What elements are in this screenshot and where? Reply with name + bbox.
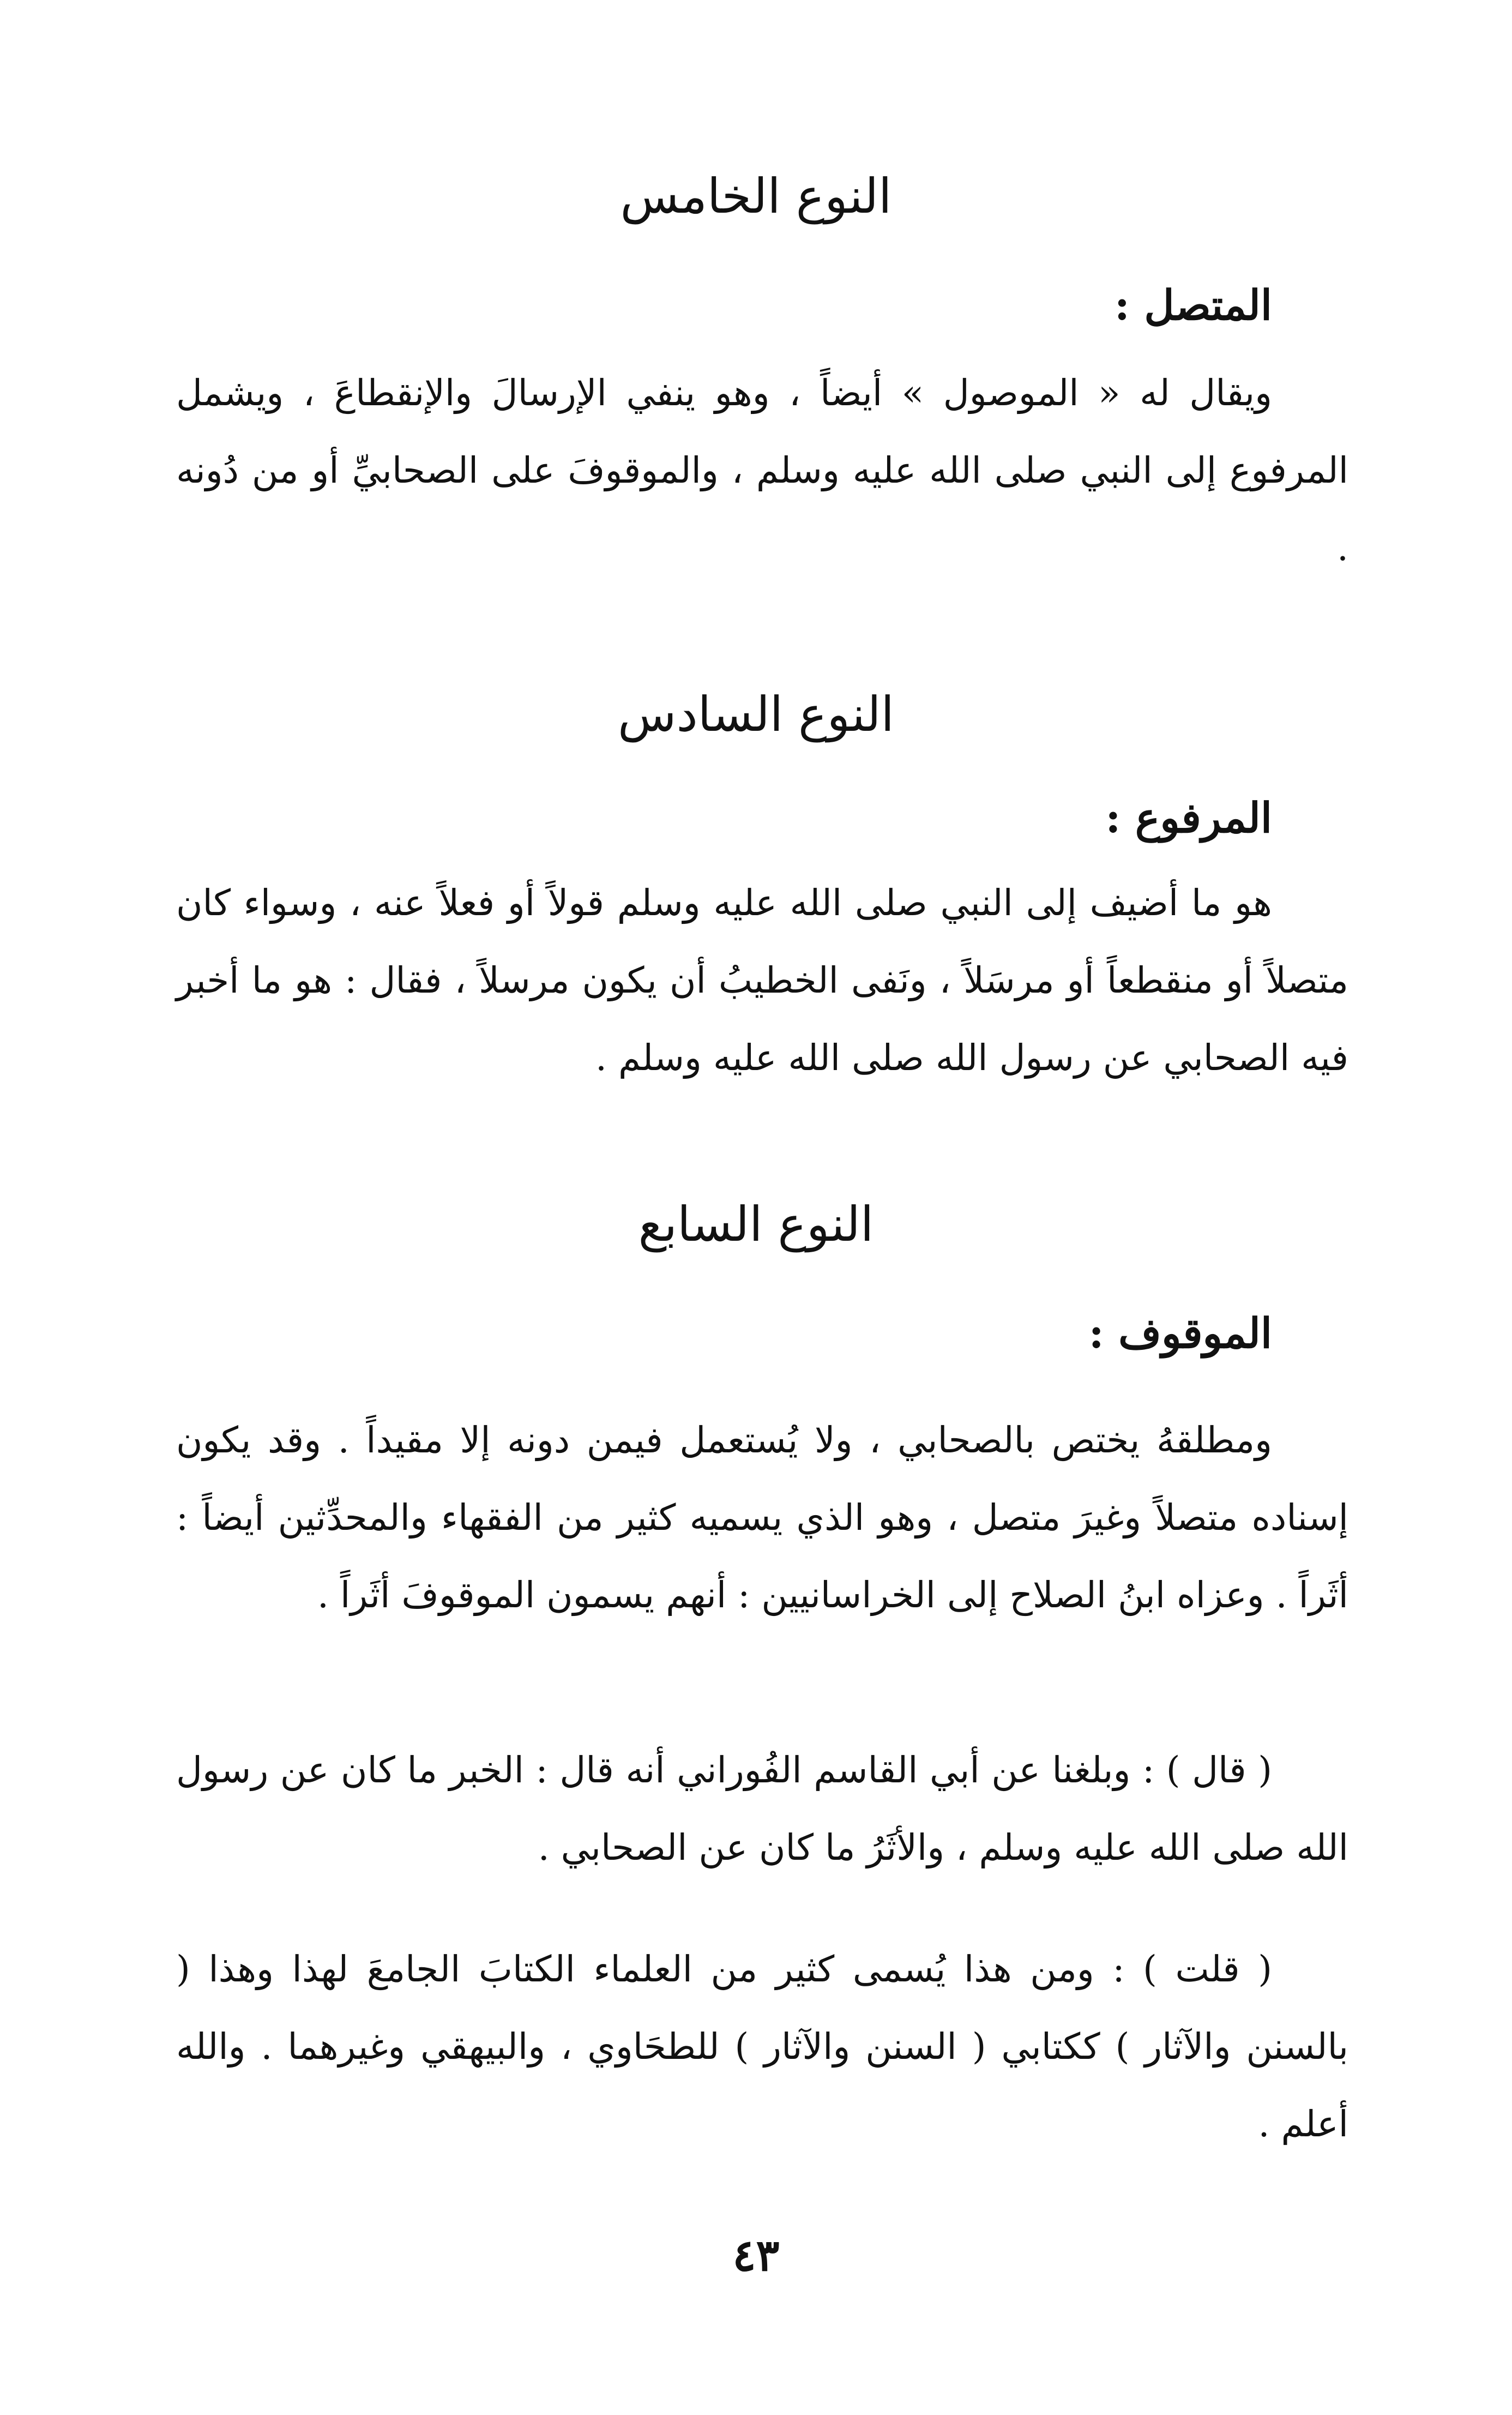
paragraph-mutasil: ويقال له « الموصول » أيضاً ، وهو ينفي الإرسالَ والإنقطاعَ ، ويشمل المرفوع إلى النبي صلى الله عليه وسلم ، والموقوفَ على الصحابيِّ أو من دُونه .: [176, 372, 1348, 569]
section-title-6: النوع السادس: [618, 686, 894, 742]
paragraph-qala: ( قال ) : وبلغنا عن أبي القاسم الفُوراني أنه قال : الخبر ما كان عن رسول الله صلى الله عليه وسلم ، والأثَرُ ما كان عن الصحابي .: [176, 1749, 1348, 1869]
term-heading-mutasil: المتصل :: [1114, 281, 1272, 329]
term-heading-mawquf: الموقوف :: [1088, 1309, 1272, 1357]
page-number: ٤٣: [732, 2230, 780, 2281]
section-title-7: النوع السابع: [638, 1196, 874, 1252]
paragraph-marfu: هو ما أضيف إلى النبي صلى الله عليه وسلم قولاً أو فعلاً عنه ، وسواء كان متصلاً أو منقطعاً أو مرسَلاً ، ونَفى الخطيبُ أن يكون مرسلاً ، فقال : هو ما أخبر فيه الصحابي عن رسول الله صلى الله عليه وسلم .: [176, 882, 1348, 1079]
term-heading-marfu: المرفوع :: [1105, 794, 1272, 842]
paragraph-mawquf: ومطلقهُ يختص بالصحابي ، ولا يُستعمل فيمن دونه إلا مقيداً . وقد يكون إسناده متصلاً وغيرَ متصل ، وهو الذي يسميه كثير من الفقهاء والمحدِّثين أيضاً : أثَراً . وعزاه ابنُ الصلاح إلى الخراسانيين : أنهم يسمون الموقوفَ أثَراً .: [176, 1419, 1348, 1616]
paragraph-qultu: ( قلت ) : ومن هذا يُسمى كثير من العلماء الكتابَ الجامعَ لهذا وهذا ( بالسنن والآثار ) ككتابي ( السنن والآثار ) للطحَاوي ، والبيهقي وغيرهما . والله أعلم .: [176, 1948, 1348, 2145]
section-title-5: النوع الخامس: [620, 168, 892, 224]
